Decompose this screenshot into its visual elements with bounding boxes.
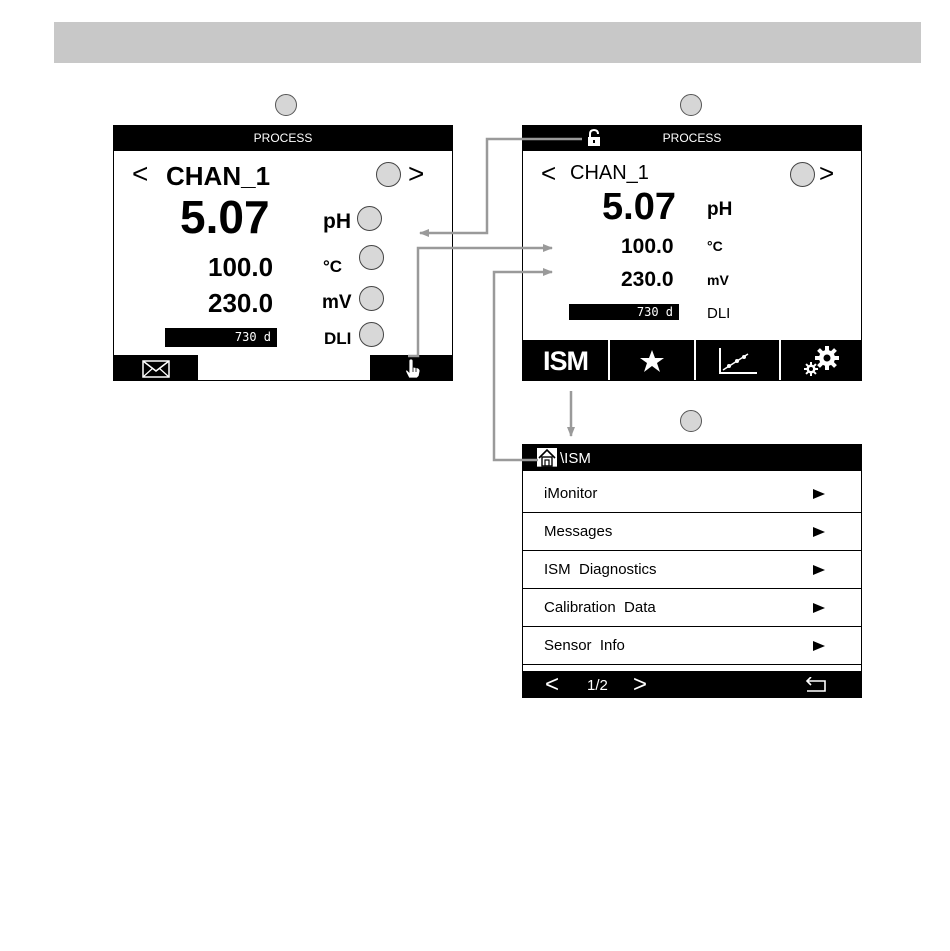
dli-bar — [165, 328, 277, 347]
menu-touch-button[interactable] — [370, 355, 453, 381]
step-marker-3 — [680, 410, 702, 432]
unlock-icon[interactable] — [587, 129, 601, 147]
page-next-button[interactable]: > — [633, 671, 648, 698]
temperature-select-circle[interactable] — [359, 245, 384, 270]
channel-name: CHAN_1 — [570, 162, 649, 184]
main-value: 5.07 — [602, 186, 676, 228]
step-marker-1 — [275, 94, 297, 116]
star-icon — [639, 349, 665, 373]
mv-value: 230.0 — [208, 288, 274, 318]
mv-unit: mV — [707, 272, 729, 288]
channel-name: CHAN_1 — [166, 161, 271, 191]
arrow-right-icon — [813, 565, 825, 575]
back-return-icon[interactable] — [805, 677, 827, 693]
menu-item-ism-diagnostics[interactable] — [523, 552, 861, 589]
channel-next-button[interactable]: > — [819, 158, 835, 188]
dli-label: DLI — [707, 305, 731, 322]
page-prev-button[interactable]: < — [545, 671, 560, 698]
menu-item-label: iMonitor — [544, 485, 598, 502]
menu-tab-bar — [523, 340, 862, 381]
chart-icon — [718, 347, 758, 375]
home-icon[interactable] — [537, 448, 557, 468]
main-unit: pH — [323, 210, 351, 233]
main-value: 5.07 — [180, 191, 270, 243]
dli-value: 730 d — [234, 330, 271, 344]
gears-icon — [802, 345, 842, 377]
menu-item-sensor-info[interactable] — [523, 628, 861, 665]
arrow-right-icon — [813, 527, 825, 537]
mv-select-circle[interactable] — [359, 286, 384, 311]
ph-select-circle[interactable] — [357, 206, 382, 231]
tab-favorites[interactable] — [610, 340, 694, 381]
tab-ism-label: ISM — [542, 345, 588, 376]
screen-title-bar — [114, 126, 452, 151]
menu-item-calibration-data[interactable] — [523, 590, 861, 627]
channel-prev-button[interactable]: < — [132, 158, 149, 189]
screen-title: PROCESS — [662, 131, 722, 145]
screen-ism-menu — [522, 444, 862, 698]
arrow-right-icon — [813, 641, 825, 651]
main-unit: pH — [707, 199, 733, 220]
page-indicator: 1/2 — [587, 677, 608, 694]
envelope-icon — [142, 360, 170, 378]
menu-item-label: Calibration Data — [544, 599, 656, 616]
menu-item-messages[interactable] — [523, 514, 861, 551]
dli-value: 730 d — [636, 305, 673, 319]
screen-title-bar — [523, 126, 861, 151]
hand-pointer-icon — [401, 358, 423, 380]
channel-select-circle[interactable] — [790, 162, 815, 187]
screen-process-menu — [522, 125, 862, 381]
tab-ism[interactable] — [523, 340, 608, 381]
channel-prev-button[interactable]: < — [541, 158, 557, 188]
arrow-right-icon — [813, 603, 825, 613]
channel-next-button[interactable]: > — [408, 158, 425, 189]
screen-title: PROCESS — [253, 131, 313, 145]
screen-process-view — [113, 125, 453, 381]
menu-item-label: Sensor Info — [544, 637, 625, 654]
section-header-bar — [54, 22, 921, 63]
mv-unit: mV — [322, 292, 352, 313]
step-marker-2 — [680, 94, 702, 116]
dli-select-circle[interactable] — [359, 322, 384, 347]
temperature-unit: °C — [323, 257, 343, 276]
ism-path-bar — [523, 445, 861, 471]
menu-item-imonitor[interactable] — [523, 476, 861, 513]
tab-settings[interactable] — [781, 340, 862, 381]
dli-label: DLI — [324, 329, 352, 348]
mv-value: 230.0 — [621, 268, 674, 291]
tab-trend[interactable] — [696, 340, 779, 381]
temperature-value: 100.0 — [621, 235, 674, 258]
temperature-unit: °C — [707, 238, 723, 254]
menu-item-label: Messages — [544, 523, 613, 540]
ism-path: \ISM — [560, 450, 591, 467]
temperature-value: 100.0 — [208, 252, 274, 282]
menu-item-label: ISM Diagnostics — [544, 561, 657, 578]
message-button[interactable] — [114, 355, 198, 381]
dli-bar — [569, 304, 679, 320]
arrow-right-icon — [813, 489, 825, 499]
page-nav-bar — [523, 671, 862, 698]
channel-select-circle[interactable] — [376, 162, 401, 187]
